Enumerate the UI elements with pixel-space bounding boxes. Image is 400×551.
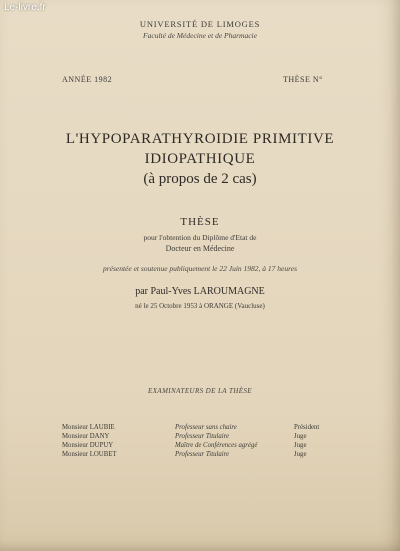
examiner-role: Juge <box>294 451 307 458</box>
examiner-title: Professeur Titulaire <box>175 433 230 440</box>
thesis-number-label: THÈSE N° <box>283 75 323 84</box>
thesis-purpose: pour l'obtention du Diplôme d'Etat de <box>143 233 257 242</box>
faculty-name: Faculté de Médecine et de Pharmacie <box>143 31 257 40</box>
examiners-heading: EXAMINATEURS DE LA THÈSE <box>148 387 252 395</box>
examiner-name: Monsieur LAUBIE <box>62 424 115 431</box>
examiner-role: Juge <box>294 433 307 440</box>
examiner-name: Monsieur LOUBET <box>62 451 117 458</box>
examiner-title: Professeur sans chaire <box>175 424 237 431</box>
examiner-name: Monsieur DUPUY <box>62 442 114 449</box>
author-line: par Paul-Yves LAROUMAGNE <box>135 286 265 297</box>
watermark: Le-livre.fr <box>4 2 46 13</box>
title-subtitle: (à propos de 2 cas) <box>143 171 257 187</box>
thesis-heading: THÈSE <box>180 216 220 228</box>
examiner-title: Professeur Titulaire <box>175 451 230 458</box>
defense-date: présentée et soutenue publiquement le 22 Juin 1982, à 17 heures <box>102 264 298 273</box>
examiner-name: Monsieur DANY <box>62 433 110 440</box>
thesis-degree: Docteur en Médecine <box>165 244 235 253</box>
examiner-role: Président <box>294 424 320 431</box>
examiner-row <box>62 451 352 460</box>
title-line-1: L'HYPOPARATHYROIDIE PRIMITIVE <box>65 131 335 147</box>
title-line-2: IDIOPATHIQUE <box>144 151 256 167</box>
examiners-table <box>62 424 352 460</box>
university-name: UNIVERSITÉ DE LIMOGES <box>139 19 261 29</box>
author-birth: né le 25 Octobre 1953 à ORANGE (Vaucluse) <box>135 302 265 310</box>
year-label: ANNÉE 1982 <box>62 75 113 84</box>
examiner-row <box>62 433 352 442</box>
examiner-row <box>62 442 352 451</box>
examiner-title: Maître de Conférences agrégé <box>175 442 258 449</box>
examiner-row <box>62 424 352 433</box>
examiner-role: Juge <box>294 442 307 449</box>
